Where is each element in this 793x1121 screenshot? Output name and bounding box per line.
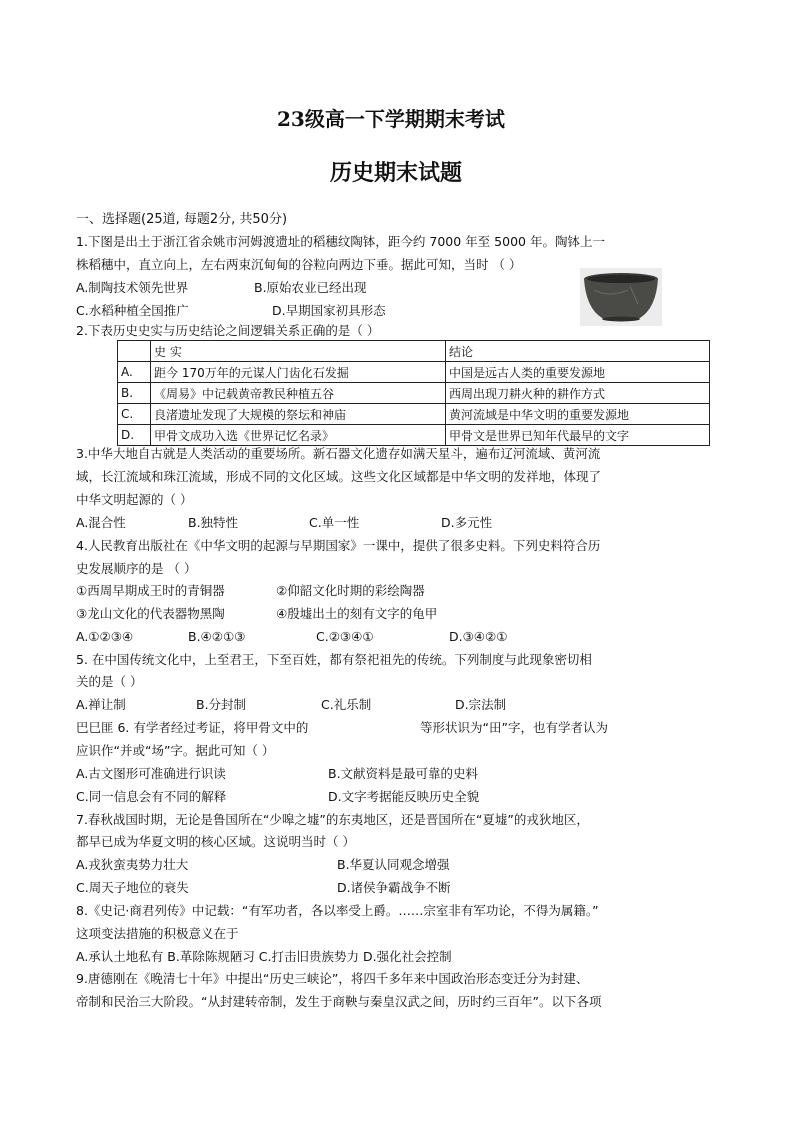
q4-item-2: ②仰韶文化时期的彩绘陶器 xyxy=(276,583,425,598)
q6-option-b: B.文献资料是最可靠的史料 xyxy=(328,766,479,781)
q4-item-3: ③龙山文化的代表器物黑陶 xyxy=(76,606,225,621)
q7-option-c: C.周天子地位的衰失 xyxy=(76,880,189,895)
table-cell: 西周出现刀耕火种的耕作方式 xyxy=(446,383,710,404)
table-cell: 甲骨文是世界已知年代最早的文字 xyxy=(446,425,710,446)
table-cell: 《周易》中记载黄帝教民种植五谷 xyxy=(151,383,446,404)
q6-stem-line2: 应识作“并或“场”字。据此可知（ ） xyxy=(76,743,275,758)
table-header-cell: 史 实 xyxy=(151,341,446,362)
table-cell: B. xyxy=(118,383,151,404)
table-row xyxy=(118,362,710,383)
q1-stem-line1: 1.下图是出土于浙江省余姚市河姆渡遗址的稻穗纹陶钵，距今约 7000 年至 5000 年。陶钵上一 xyxy=(76,234,605,249)
q5-option-b: B.分封制 xyxy=(196,697,247,712)
table-cell: 黄河流域是中华文明的重要发源地 xyxy=(446,404,710,425)
q3-option-d: D.多元性 xyxy=(441,515,493,530)
table-header-row xyxy=(118,341,710,362)
q3-option-c: C.单一性 xyxy=(309,515,360,530)
q6-stem-line1a: 巴巳匪 6. 有学者经过考证，将甲骨文中的 xyxy=(76,720,309,735)
q7-stem-line1: 7.春秋战国时期，无论是鲁国所在“少嗥之墟”的东夷地区，还是晋国所在“夏墟”的戎狄地区， xyxy=(76,812,589,827)
q8-options: A.承认土地私有 B.革除陈规陋习 C.打击旧贵族势力 D.强化社会控制 xyxy=(76,949,452,964)
table-cell: 良渚遗址发现了大规模的祭坛和神庙 xyxy=(151,404,446,425)
table-header-cell: 结论 xyxy=(446,341,710,362)
table-row xyxy=(118,404,710,425)
table-row xyxy=(118,425,710,446)
table-cell: D. xyxy=(118,425,151,446)
q8-stem-line1: 8.《史记·商君列传》中记载：“有军功者，各以率受上爵。……宗室非有军功论，不得为属籍。” xyxy=(76,903,599,918)
q9-stem-line2: 帝制和民治三大阶段。“从封建转帝制，发生于商鞅与秦皇汉武之间，历时约三百年”。以下各项 xyxy=(76,994,602,1009)
q7-option-d: D.诸侯争霸战争不断 xyxy=(337,880,451,895)
q5-stem-line2: 关的是（ ） xyxy=(76,674,143,689)
q1-option-a: A.制陶技术领先世界 xyxy=(76,280,189,295)
q3-stem-line2: 域，长江流域和珠江流域，形成不同的文化区域。这些文化区域都是中华文明的发祥地，体现了 xyxy=(76,469,602,484)
q1-option-b: B.原始农业已经出现 xyxy=(254,280,367,295)
table-cell: 甲骨文成功入选《世界记忆名录》 xyxy=(151,425,446,446)
pottery-bowl-photo xyxy=(580,268,662,326)
q7-stem-line2: 都早已成为华夏文明的核心区域。这说明当时（ ） xyxy=(76,834,355,849)
table-cell: 距今 170万年的元谋人门齿化石发掘 xyxy=(151,362,446,383)
q5-stem-line1: 5. 在中国传统文化中，上至君王，下至百姓，都有祭祀祖先的传统。下列制度与此现象密切相 xyxy=(76,652,592,667)
table-cell: 中国是远古人类的重要发源地 xyxy=(446,362,710,383)
q6-option-c: C.同一信息会有不同的解释 xyxy=(76,789,227,804)
section-heading: 一、选择题(25道, 每题2分, 共50分) xyxy=(76,212,288,227)
q1-option-d: D.早期国家初具形态 xyxy=(272,303,386,318)
q9-stem-line1: 9.唐德刚在《晚清七十年》中提出“历史三峡论”，将四千多年来中国政治形态变迁分为封建、 xyxy=(76,971,589,986)
q7-option-a: A.戎狄蛮夷势力壮大 xyxy=(76,857,189,872)
q5-option-a: A.禅让制 xyxy=(76,697,126,712)
q1-option-c: C.水稻种植全国推广 xyxy=(76,303,189,318)
q7-option-b: B.华夏认同观念增强 xyxy=(337,857,450,872)
q4-option-d: D.③④②① xyxy=(449,629,508,644)
q8-stem-line2: 这项变法措施的积极意义在于 xyxy=(76,926,239,941)
q3-stem-line3: 中华文明起源的（ ） xyxy=(76,492,193,507)
q4-stem-line2: 史发展顺序的是 （ ） xyxy=(76,561,197,576)
q1-stem-line2: 株稻穗中，直立向上，左右两束沉甸甸的谷粒向两边下垂。据此可知，当时 （ ） xyxy=(76,257,522,272)
exam-subtitle: 历史期末试题 xyxy=(330,160,463,186)
q5-option-d: D.宗法制 xyxy=(455,697,507,712)
q4-option-b: B.④②①③ xyxy=(188,629,246,644)
q6-option-a: A.古文图形可准确进行识读 xyxy=(76,766,226,781)
q2-stem: 2.下表历史史实与历史结论之间逻辑关系正确的是（ ） xyxy=(76,323,380,338)
q3-stem-line1: 3.中华大地自古就是人类活动的重要场所。新石器文化遗存如满天星斗，遍布辽河流域、黄河流 xyxy=(76,446,601,461)
table-row xyxy=(118,383,710,404)
table-cell: C. xyxy=(118,404,151,425)
table-cell: A. xyxy=(118,362,151,383)
q2-table xyxy=(117,340,710,446)
q4-item-1: ①西周早期成王时的青铜器 xyxy=(76,583,225,598)
q3-option-a: A.混合性 xyxy=(76,515,126,530)
q4-option-c: C.②③④① xyxy=(316,629,374,644)
q4-stem-line1: 4.人民教育出版社在《中华文明的起源与早期国家》一课中，提供了很多史料。下列史料符合历 xyxy=(76,538,601,553)
q6-stem-line1b: 等形状识为“田”字，也有学者认为 xyxy=(420,720,608,735)
q4-item-4: ④殷墟出土的刻有文字的龟甲 xyxy=(276,606,438,621)
q5-option-c: C.礼乐制 xyxy=(321,697,372,712)
q4-option-a: A.①②③④ xyxy=(76,629,134,644)
q6-option-d: D.文字考据能反映历史全貌 xyxy=(328,789,480,804)
q3-option-b: B.独特性 xyxy=(188,515,239,530)
table-header-cell xyxy=(118,341,151,362)
exam-title: 23级高一下学期期末考试 xyxy=(277,107,505,131)
